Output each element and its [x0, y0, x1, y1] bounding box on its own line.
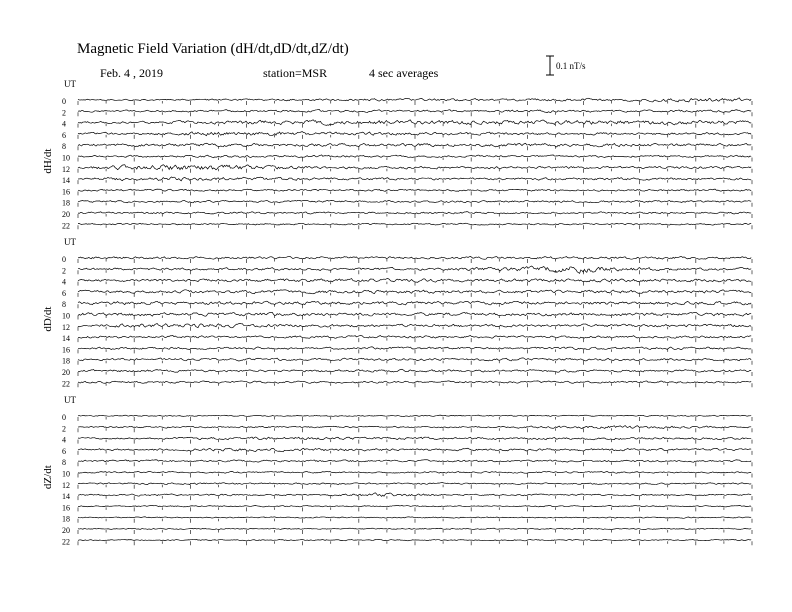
hour-label: 14 [62, 176, 70, 186]
trace-line [78, 132, 751, 136]
hour-label: 22 [62, 537, 70, 547]
trace-line [78, 155, 751, 158]
hour-label: 8 [62, 300, 66, 310]
hour-label: 20 [62, 526, 70, 535]
trace-line [78, 426, 751, 429]
hour-label: 0 [62, 255, 66, 264]
hour-label: 18 [62, 356, 70, 366]
hour-label: 10 [62, 311, 70, 321]
trace-line [78, 415, 751, 416]
scale-bar-label: 0.1 nT/s [556, 61, 586, 71]
trace-line [78, 223, 751, 225]
trace-line [78, 528, 751, 529]
trace-line [78, 493, 751, 497]
hour-label: 12 [62, 322, 70, 332]
hour-label: 2 [62, 266, 66, 276]
trace-line [78, 369, 751, 372]
trace-line [78, 312, 751, 316]
hour-label: 14 [62, 492, 70, 502]
hour-label: 2 [62, 424, 66, 434]
hour-label: 20 [62, 368, 70, 377]
hour-label: 12 [62, 164, 70, 174]
hour-label: 4 [62, 435, 66, 445]
hour-label: 10 [62, 469, 70, 479]
panel-ylabel: dH/dt [42, 148, 54, 174]
panel-2 [42, 237, 752, 388]
hour-label: 10 [62, 153, 70, 163]
hour-label: 2 [62, 108, 66, 118]
trace-line [78, 448, 751, 452]
hour-label: 16 [62, 187, 70, 197]
trace-line [78, 358, 751, 361]
panel-ylabel: dZ/dt [42, 465, 54, 490]
trace-line [78, 266, 751, 273]
trace-line [78, 471, 751, 473]
ut-label: UT [64, 237, 76, 247]
ut-label: UT [64, 395, 76, 405]
trace-line [78, 290, 751, 294]
date-label: Feb. 4 , 2019 [100, 66, 163, 80]
trace-line [78, 177, 751, 181]
trace-line [78, 323, 751, 327]
hour-label: 12 [62, 480, 70, 490]
hour-label: 6 [62, 446, 66, 456]
trace-line [78, 335, 751, 338]
trace-line [78, 120, 751, 126]
trace-line [78, 517, 751, 519]
trace-line [78, 347, 751, 350]
trace-line [78, 539, 751, 540]
hour-label: 6 [62, 288, 66, 298]
hour-label: 16 [62, 503, 70, 513]
scale-bar [546, 56, 586, 75]
hour-label: 8 [62, 142, 66, 152]
chart-title: Magnetic Field Variation (dH/dt,dD/dt,dZ/dt) [77, 41, 349, 57]
trace-line [78, 256, 751, 259]
hour-label: 18 [62, 198, 70, 208]
hour-label: 0 [62, 413, 66, 422]
hour-label: 22 [62, 379, 70, 389]
hour-label: 16 [62, 345, 70, 355]
trace-line [78, 200, 751, 202]
trace-line [78, 212, 751, 214]
hour-label: 14 [62, 334, 70, 344]
trace-line [78, 189, 751, 191]
trace-line [78, 165, 751, 170]
trace-line [78, 505, 751, 506]
panels [42, 79, 752, 546]
hour-label: 8 [62, 458, 66, 468]
trace-line [78, 98, 751, 102]
hour-label: 4 [62, 277, 66, 287]
trace-line [78, 279, 751, 283]
trace-line [78, 301, 751, 305]
hour-label: 22 [62, 221, 70, 231]
hour-label: 18 [62, 514, 70, 524]
hour-label: 0 [62, 97, 66, 106]
panel-3 [42, 395, 752, 546]
trace-line [78, 109, 751, 112]
trace-line [78, 143, 751, 147]
ut-label: UT [64, 79, 76, 89]
trace-line [78, 483, 751, 485]
trace-line [78, 381, 751, 383]
trace-line [78, 460, 751, 463]
panel-ylabel: dD/dt [42, 306, 54, 332]
averaging-label: 4 sec averages [369, 66, 439, 80]
trace-line [78, 437, 751, 440]
station-label: station=MSR [263, 66, 328, 80]
hour-label: 6 [62, 130, 66, 140]
hour-label: 20 [62, 210, 70, 219]
panel-1 [42, 79, 752, 230]
hour-label: 4 [62, 119, 66, 129]
